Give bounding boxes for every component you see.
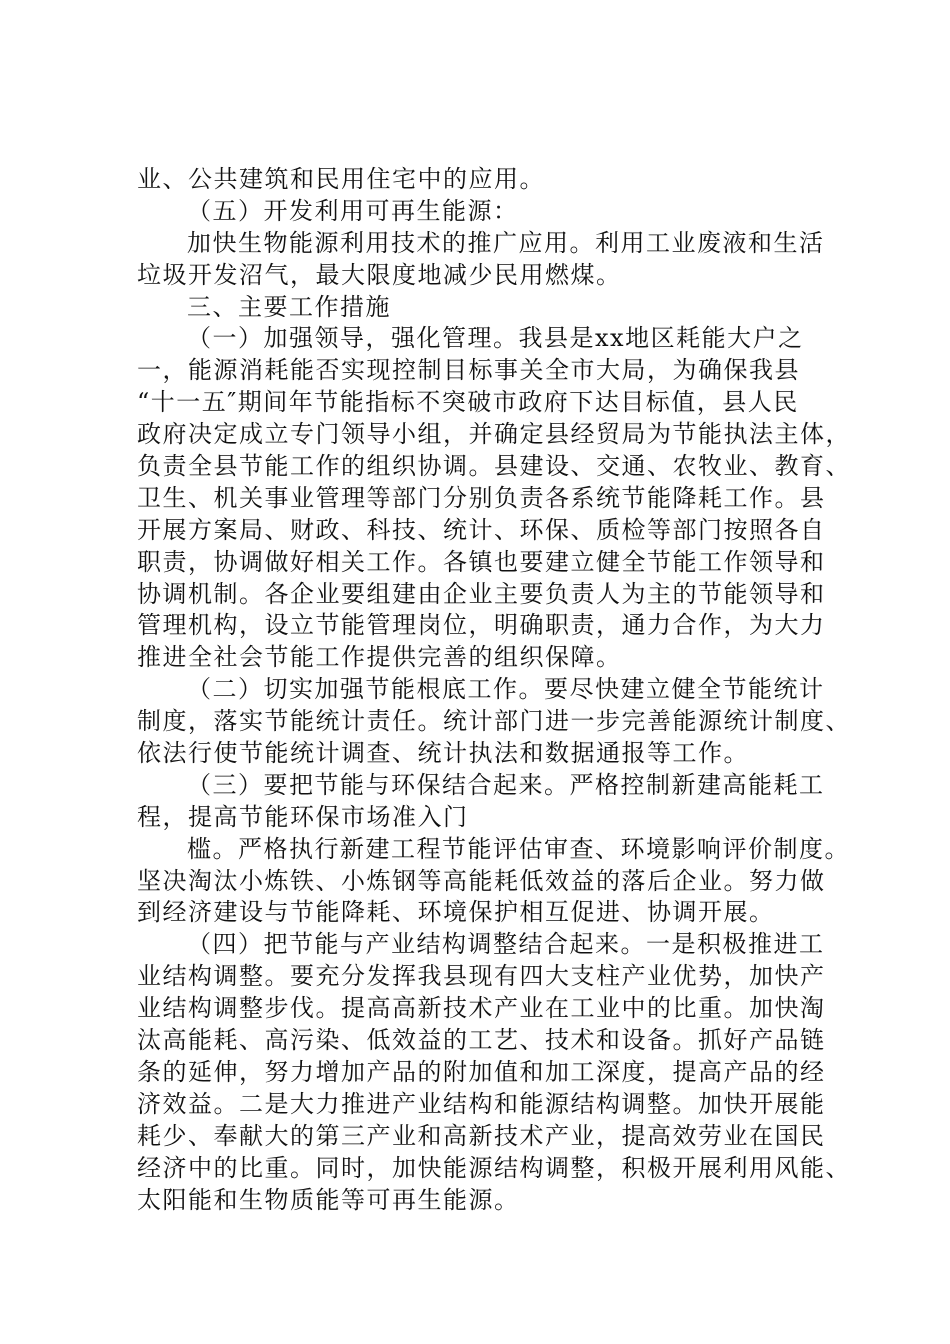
text-line: （五）开发利用可再生能源：	[187, 196, 519, 225]
text-line: 职责，协调做好相关工作。各镇也要建立健全节能工作领导和	[137, 547, 826, 576]
text-line: 政府决定成立专门领导小组，并确定县经贸局为节能执法主体，	[137, 420, 851, 449]
text-line: （四）把节能与产业结构调整结合起来。一是积极推进工	[187, 930, 825, 959]
text-line: 耗少、奉献大的第三产业和高新技术产业，提高效劳业在国民	[137, 1121, 826, 1150]
text-line: 到经济建设与节能降耗、环境保护相互促进、协调开展。	[137, 898, 775, 927]
text-line: 太阳能和生物质能等可再生能源。	[137, 1185, 520, 1214]
text-line: 济效益。二是大力推进产业结构和能源结构调整。加快开展能	[137, 1089, 826, 1118]
text-line: 业结构调整步伐。提高高新技术产业在工业中的比重。加快淘	[137, 994, 826, 1023]
text-line: （一）加强领导，强化管理。我县是xx地区耗能大户之	[187, 324, 804, 353]
text-line: 推进全社会节能工作提供完善的组织保障。	[137, 643, 622, 672]
text-line: 一，能源消耗能否实现控制目标事关全市大局，为确保我县	[137, 356, 800, 385]
document-body	[137, 164, 851, 1216]
text-line: 制度，落实节能统计责任。统计部门进一步完善能源统计制度、	[137, 707, 851, 736]
text-line: 经济中的比重。同时，加快能源结构调整，积极开展利用风能、	[137, 1153, 851, 1182]
text-line: 卫生、机关事业管理等部门分别负责各系统节能降耗工作。县	[137, 483, 826, 512]
text-line: 汰高能耗、高污染、低效益的工艺、技术和设备。抓好产品链	[137, 1026, 826, 1055]
text-line: 条的延伸，努力增加产品的附加值和加工深度，提高产品的经	[137, 1057, 826, 1086]
text-line: 三、主要工作措施	[187, 292, 391, 321]
text-line: 坚决淘汰小炼铁、小炼钢等高能耗低效益的落后企业。努力做	[137, 866, 826, 895]
text-line: 垃圾开发沼气，最大限度地减少民用燃煤。	[137, 260, 622, 289]
text-line: （二）切实加强节能根底工作。要尽快建立健全节能统计	[187, 675, 825, 704]
text-line: 加快生物能源利用技术的推广应用。利用工业废液和生活	[187, 228, 825, 257]
text-line: “十一五″期间年节能指标不突破市政府下达目标值，县人民	[137, 388, 799, 417]
text-line: 业、公共建筑和民用住宅中的应用。	[137, 165, 545, 193]
text-line: 程，提高节能环保市场准入门	[137, 802, 469, 831]
text-line: 业结构调整。要充分发挥我县现有四大支柱产业优势，加快产	[137, 962, 826, 991]
text-line: （三）要把节能与环保结合起来。严格控制新建高能耗工	[187, 770, 825, 799]
text-line: 负责全县节能工作的组织协调。县建设、交通、农牧业、教育、	[137, 452, 851, 481]
text-line: 依法行使节能统计调查、统计执法和数据通报等工作。	[137, 739, 749, 768]
text-line: 协调机制。各企业要组建由企业主要负责人为主的节能领导和	[137, 579, 826, 608]
text-line: 开展方案局、财政、科技、统计、环保、质检等部门按照各自	[137, 515, 826, 544]
text-line: 槛。严格执行新建工程节能评估审查、环境影响评价制度。	[187, 834, 850, 863]
text-line: 管理机构，设立节能管理岗位，明确职责，通力合作，为大力	[137, 611, 826, 640]
